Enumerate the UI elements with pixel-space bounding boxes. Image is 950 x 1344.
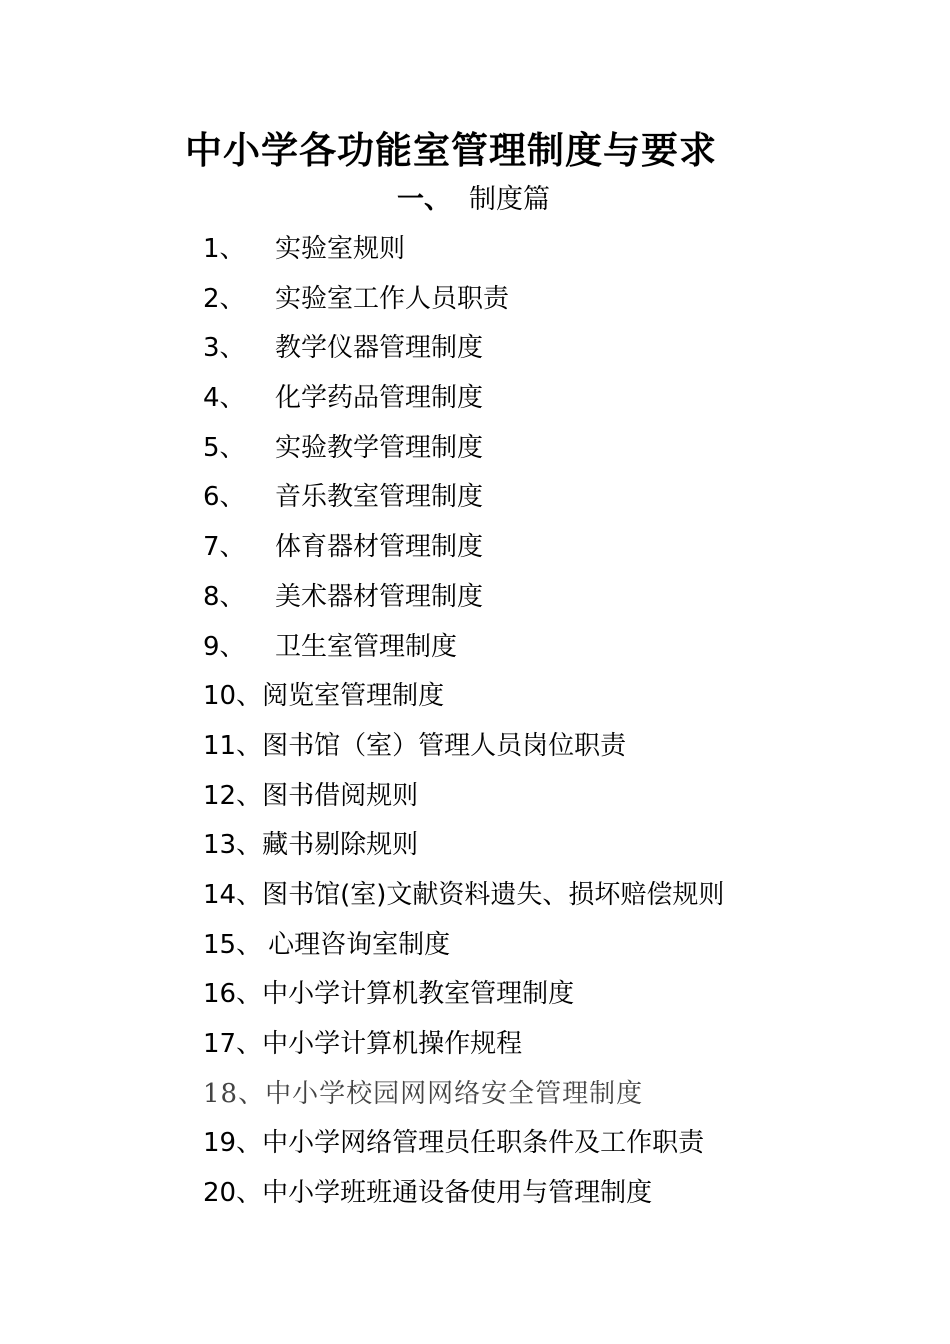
item-label: 卫生室管理制度 <box>275 631 458 662</box>
item-label: 中小学计算机教室管理制度 <box>262 979 575 1010</box>
item-index: 10、 <box>203 681 263 712</box>
item-index: 13、 <box>203 830 263 861</box>
item-index: 9、 <box>203 631 246 662</box>
item-index: 5、 <box>203 432 246 463</box>
list-item <box>203 775 724 825</box>
item-label: 阅览室管理制度 <box>262 681 445 712</box>
item-label: 中小学网络管理员任职条件及工作职责 <box>262 1128 705 1159</box>
item-index: 16、 <box>203 979 263 1010</box>
item-label: 中小学班班通设备使用与管理制度 <box>262 1178 653 1209</box>
list-item <box>203 278 724 328</box>
list-item <box>203 228 724 278</box>
item-label: 实验室规则 <box>275 234 406 264</box>
item-index: 18、 <box>203 1078 266 1109</box>
item-index: 8、 <box>203 581 246 612</box>
item-index: 3、 <box>203 333 246 364</box>
list-item <box>203 725 724 775</box>
list-item <box>203 824 724 874</box>
item-index: 4、 <box>203 383 246 414</box>
list-item <box>203 874 724 924</box>
item-index: 2、 <box>203 283 246 314</box>
section-label: 制度篇 <box>469 184 550 215</box>
list-item <box>203 1023 724 1073</box>
item-index: 1、 <box>203 234 246 264</box>
item-index: 20、 <box>203 1178 263 1209</box>
item-label: 藏书剔除规则 <box>262 830 419 861</box>
item-label: 中小学校园网网络安全管理制度 <box>265 1078 644 1109</box>
list-item <box>203 377 724 427</box>
item-label: 教学仪器管理制度 <box>275 333 484 364</box>
document-title: 中小学各功能室管理制度与要求 <box>185 129 717 172</box>
item-index: 19、 <box>203 1128 263 1159</box>
item-label: 化学药品管理制度 <box>275 383 484 414</box>
item-label: 体育器材管理制度 <box>275 532 484 563</box>
list-item <box>203 576 724 626</box>
list-item <box>203 973 724 1023</box>
item-label: 心理咨询室制度 <box>268 929 451 960</box>
item-index: 15、 <box>203 929 263 960</box>
item-label: 图书借阅规则 <box>262 780 419 811</box>
list-item <box>203 427 724 477</box>
list-item <box>203 924 724 974</box>
item-label: 图书馆（室）管理人员岗位职责 <box>262 730 627 761</box>
item-index: 7、 <box>203 532 246 563</box>
regulation-list <box>203 228 724 1222</box>
list-item <box>203 476 724 526</box>
section-heading <box>397 182 550 218</box>
item-index: 17、 <box>203 1029 263 1059</box>
list-item <box>203 526 724 576</box>
item-index: 6、 <box>203 482 246 513</box>
item-index: 14、 <box>203 879 263 910</box>
section-number: 一、 <box>397 184 451 215</box>
item-label: 实验室工作人员职责 <box>275 283 510 314</box>
list-item <box>203 1122 724 1172</box>
item-label: 图书馆(室)文献资料遗失、损坏赔偿规则 <box>262 879 725 910</box>
item-label: 中小学计算机操作规程 <box>262 1029 523 1059</box>
list-item <box>203 675 724 725</box>
item-label: 实验教学管理制度 <box>275 432 484 463</box>
list-item <box>203 1172 724 1222</box>
list-item <box>203 626 724 676</box>
list-item <box>203 1073 724 1123</box>
list-item <box>203 327 724 377</box>
item-label: 美术器材管理制度 <box>275 581 484 612</box>
item-label: 音乐教室管理制度 <box>275 482 484 513</box>
item-index: 11、 <box>203 730 263 761</box>
item-index: 12、 <box>203 780 263 811</box>
